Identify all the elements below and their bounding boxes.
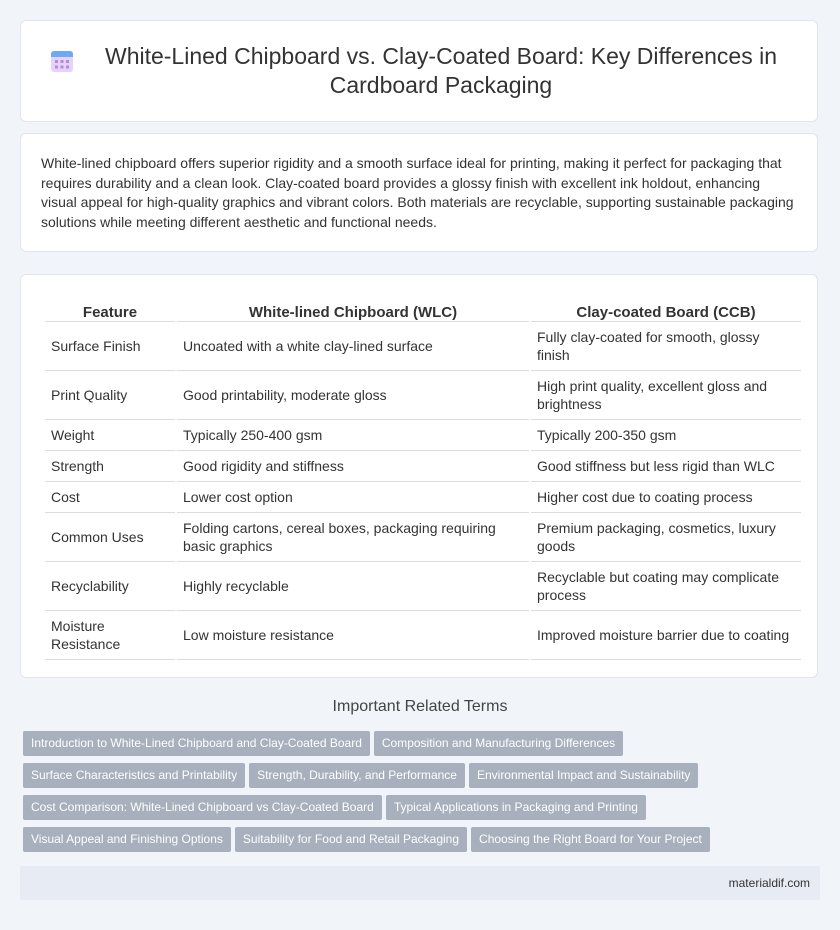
table-cell: Good stiffness but less rigid than WLC [531, 451, 801, 482]
comparison-table [43, 295, 803, 660]
table-cell: Good rigidity and stiffness [177, 451, 529, 482]
related-term-tag[interactable]: Cost Comparison: White-Lined Chipboard vs Clay-Coated Board [23, 795, 382, 820]
related-term-tag[interactable]: Suitability for Food and Retail Packaging [235, 827, 467, 852]
related-term-tag[interactable]: Typical Applications in Packaging and Printing [386, 795, 646, 820]
related-term-tag[interactable]: Strength, Durability, and Performance [249, 763, 465, 788]
table-cell: Recyclability [45, 562, 175, 611]
table-header-cell: Feature [45, 295, 175, 322]
related-term-tag[interactable]: Surface Characteristics and Printability [23, 763, 245, 788]
table-cell: High print quality, excellent gloss and brightness [531, 371, 801, 420]
related-term-tag[interactable]: Environmental Impact and Sustainability [469, 763, 698, 788]
related-term-tag[interactable]: Introduction to White-Lined Chipboard and Clay-Coated Board [23, 731, 370, 756]
table-row [45, 451, 801, 482]
footer [20, 866, 820, 900]
table-cell: Common Uses [45, 513, 175, 562]
related-terms-title: Important Related Terms [332, 698, 508, 715]
intro-text: White-lined chipboard offers superior rigidity and a smooth surface ideal for printing, making it perfect for packaging that requires durability and a clean look. Clay-coated board provides a glossy finish with excellent ink holdout, enhancing visual appeal for high-quality graphics and vibrant colors. Both materials are recyclable, supporting sustainable packaging solutions while meeting different aesthetic and functional needs. [41, 155, 794, 230]
table-cell: Strength [45, 451, 175, 482]
table-row [45, 482, 801, 513]
table-cell: Low moisture resistance [177, 611, 529, 660]
table-cell: Moisture Resistance [45, 611, 175, 660]
table-cell: Fully clay-coated for smooth, glossy finish [531, 322, 801, 371]
table-row [45, 322, 801, 371]
table-cell: Typically 200-350 gsm [531, 420, 801, 451]
table-cell: Weight [45, 420, 175, 451]
related-term-tag[interactable]: Visual Appeal and Finishing Options [23, 827, 231, 852]
table-row [45, 371, 801, 420]
table-cell: Premium packaging, cosmetics, luxury goods [531, 513, 801, 562]
calendar-grid-icon [49, 48, 75, 74]
table-header-cell: White-lined Chipboard (WLC) [177, 295, 529, 322]
table-cell: Print Quality [45, 371, 175, 420]
table-header-cell: Clay-coated Board (CCB) [531, 295, 801, 322]
related-term-tag[interactable]: Composition and Manufacturing Differences [374, 731, 623, 756]
table-row [45, 420, 801, 451]
table-cell: Improved moisture barrier due to coating [531, 611, 801, 660]
comparison-table-card [20, 274, 818, 678]
table-row [45, 513, 801, 562]
table-cell: Typically 250-400 gsm [177, 420, 529, 451]
table-cell: Folding cartons, cereal boxes, packaging requiring basic graphics [177, 513, 529, 562]
related-terms-list [23, 731, 813, 859]
table-cell: Recyclable but coating may complicate process [531, 562, 801, 611]
table-cell: Highly recyclable [177, 562, 529, 611]
table-cell: Uncoated with a white clay-lined surface [177, 322, 529, 371]
table-row [45, 611, 801, 660]
table-cell: Lower cost option [177, 482, 529, 513]
table-cell: Surface Finish [45, 322, 175, 371]
footer-site-link[interactable]: materialdif.com [728, 876, 810, 890]
header-card [20, 20, 818, 122]
related-term-tag[interactable]: Choosing the Right Board for Your Project [471, 827, 710, 852]
intro-card [20, 133, 818, 252]
table-cell: Good printability, moderate gloss [177, 371, 529, 420]
table-cell: Higher cost due to coating process [531, 482, 801, 513]
table-row [45, 562, 801, 611]
table-cell: Cost [45, 482, 175, 513]
table-header-row [45, 295, 801, 322]
page-title: White-Lined Chipboard vs. Clay-Coated Board: Key Differences in Cardboard Packaging [104, 43, 778, 98]
